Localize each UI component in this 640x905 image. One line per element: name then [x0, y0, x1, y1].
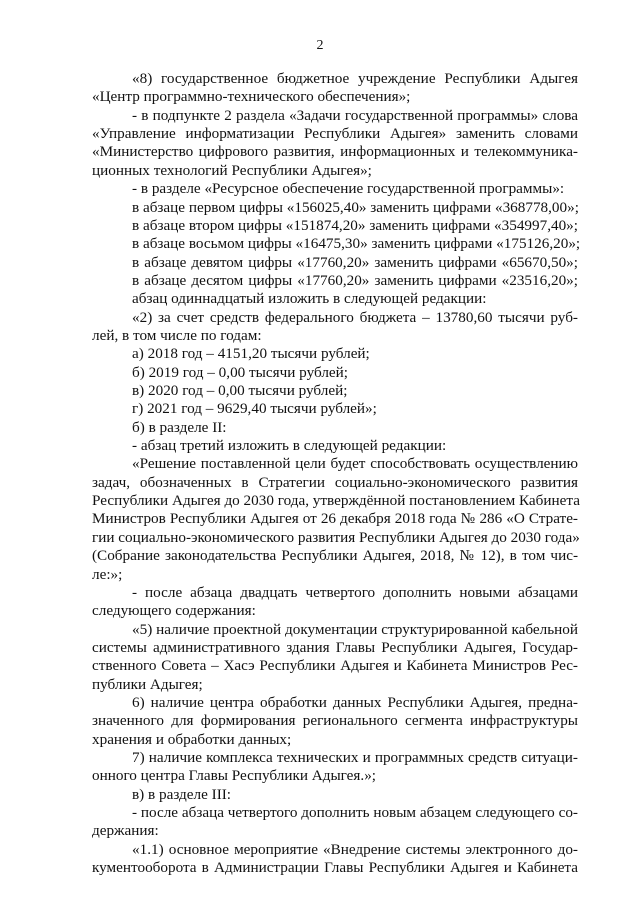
text-line: в абзаце девятом цифры «17760,20» заменить цифрами «65670,50»;: [132, 253, 578, 271]
text-line: - абзац третий изложить в следующей редакции:: [132, 437, 447, 454]
text-line: в) 2020 год – 0,00 тысячи рублей;: [132, 382, 348, 399]
text-line: в абзаце восьмом цифры «16475,30» заменить цифрами «175126,20»;: [132, 235, 581, 253]
text-line: - в разделе «Ресурсное обеспечение государственной программы»:: [132, 180, 565, 198]
text-line: «5) наличие проектной документации структурированной кабельной: [132, 620, 578, 638]
text-line: «Управление информатизации Республики Адыгея» заменить словами: [92, 125, 578, 143]
text-line: кументооборота в Администрации Главы Республики Адыгея и Кабинета: [92, 859, 578, 877]
text-line: в абзаце десятом цифры «17760,20» заменить цифрами «23516,20»;: [132, 271, 578, 289]
text-line: онного центра Главы Республики Адыгея.»;: [92, 767, 377, 785]
text-line: 7) наличие комплекса технических и программных средств ситуаци-: [132, 749, 578, 766]
text-line: хранения и обработки данных;: [92, 730, 292, 748]
page-number: 2: [316, 38, 324, 53]
text-line: лей, в том числе по годам:: [92, 326, 262, 344]
text-line: ле:»;: [92, 565, 123, 583]
text-line: «Центр программно-технического обеспечения»;: [92, 88, 411, 106]
text-line: - после абзаца двадцать четвертого дополнить новыми абзацами: [132, 583, 578, 601]
text-line: г) 2021 год – 9629,40 тысячи рублей»;: [132, 400, 377, 418]
text-line: ственного Совета – Хасэ Республики Адыгея и Кабинета Министров Рес-: [92, 657, 578, 675]
text-line: 6) наличие центра обработки данных Республики Адыгея, предна-: [132, 693, 578, 711]
text-line: «8) государственное бюджетное учреждение Республики Адыгея: [132, 70, 578, 87]
text-line: а) 2018 год – 4151,20 тысячи рублей;: [132, 345, 370, 363]
text-line: в) в разделе III:: [132, 785, 232, 803]
text-line: в абзаце первом цифры «156025,40» заменить цифрами «368778,00»;: [132, 198, 579, 216]
text-line: Республики Адыгея до 2030 года, утверждённой постановлением Кабинета: [92, 492, 580, 510]
text-line: значенного для формирования регионального сегмента инфраструктуры: [92, 712, 578, 730]
text-line: «Решение поставленной цели будет способствовать осуществлению: [132, 455, 578, 473]
text-line: б) в разделе II:: [132, 418, 227, 436]
text-line: абзац одиннадцатый изложить в следующей редакции:: [132, 290, 487, 308]
text-line: - после абзаца четвертого дополнить новым абзацем следующего со-: [132, 804, 578, 821]
text-line: задач, обозначенных в Стратегии социально-экономического развития: [92, 473, 578, 491]
text-line: Министров Республики Адыгея от 26 декабря 2018 года № 286 «О Страте-: [92, 510, 578, 528]
text-line: в абзаце втором цифры «151874,20» заменить цифрами «354997,40»;: [132, 216, 578, 234]
text-line: гии социально-экономического развития Республики Адыгея до 2030 года»: [92, 528, 580, 546]
text-line: «1.1) основное мероприятие «Внедрение системы электронного до-: [132, 840, 578, 858]
text-line: ционных технологий Республики Адыгея»;: [92, 161, 372, 179]
text-line: б) 2019 год – 0,00 тысячи рублей;: [132, 363, 348, 381]
text-line: держания:: [92, 822, 159, 840]
text-line: «2) за счет средств федерального бюджета – 13780,60 тысячи руб-: [132, 308, 578, 326]
text-line: - в подпункте 2 раздела «Задачи государственной программы» слова: [132, 106, 578, 124]
text-line: системы административного здания Главы Республики Адыгея, Государ-: [92, 638, 578, 656]
text-line: публики Адыгея;: [92, 675, 203, 693]
text-line: (Собрание законодательства Республики Адыгея, 2018, № 12), в том чис-: [92, 547, 578, 565]
text-line: «Министерство цифрового развития, информационных и телекоммуника-: [92, 143, 578, 161]
text-line: следующего содержания:: [92, 602, 256, 620]
